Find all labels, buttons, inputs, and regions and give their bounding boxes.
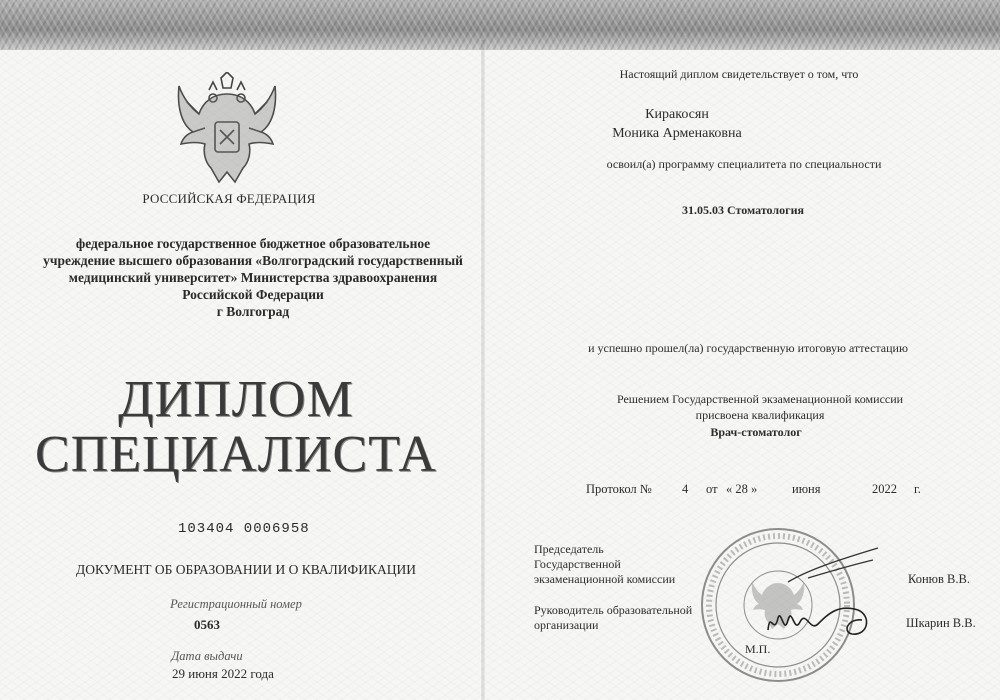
issue-date: 29 июня 2022 года [172,666,274,681]
graduate-surname: Киракосян [645,107,709,122]
commission-decision-line-2: присвоена квалификация [695,408,825,422]
head-label-line-1: Руководитель образовательной [534,603,693,617]
institution-line-1: федеральное государственное бюджетное образовательное [75,236,431,251]
registration-label: Регистрационный номер [170,597,302,611]
chairman-name: Конюв В.В. [908,572,970,586]
country-name: РОССИЙСКАЯ ФЕДЕРАЦИЯ [142,191,316,206]
document-type: ДОКУМЕНТ ОБ ОБРАЗОВАНИИ И О КВАЛИФИКАЦИИ [76,562,416,577]
program-text: освоил(а) программу специалитета по специальности [606,157,882,171]
protocol-year-suffix: г. [914,482,921,496]
handwritten-signatures [748,540,888,650]
diploma-title: ДИПЛОМ [118,371,354,428]
institution-line-3: медицинский университет» Министерства здравоохранения [68,270,438,285]
institution-line-4: Российской Федерации [182,287,324,302]
stamp-mark: М.П. [745,642,771,656]
serial-number: 103404 0006958 [178,521,310,537]
attestation-text: и успешно прошел(ла) государственную итоговую аттестацию [588,341,908,355]
registration-number: 0563 [194,617,220,632]
chairman-label-line-3: экзаменационной комиссии [534,572,676,586]
specialty: 31.05.03 Стоматология [682,203,804,217]
diploma-subtitle: СПЕЦИАЛИСТА [35,426,437,483]
institution-city: г Волгоград [216,304,290,319]
protocol-label: Протокол № [586,482,652,496]
double-headed-eagle-emblem-icon [173,72,281,192]
chairman-label-line-1: Председатель [534,542,604,556]
protocol-day: « 28 » [726,482,758,496]
page-fold [481,40,485,700]
protocol-year: 2022 [872,482,897,496]
decorative-border-strip [0,0,1000,50]
institution-line-2: учреждение высшего образования «Волгоградский государственный [43,253,463,268]
graduate-name: Моника Арменаковна [612,126,742,141]
issue-date-label: Дата выдачи [171,649,243,663]
protocol-number: 4 [682,482,689,496]
certifies-text: Настоящий диплом свидетельствует о том, что [619,67,859,81]
protocol-month: июня [792,482,821,496]
head-label-line-2: организации [534,618,599,632]
qualification: Врач-стоматолог [710,425,802,439]
protocol-from: от [706,482,718,496]
commission-decision-line-1: Решением Государственной экзаменационной комиссии [616,392,904,406]
head-name: Шкарин В.В. [906,616,976,630]
chairman-label-line-2: Государственной [534,557,621,571]
